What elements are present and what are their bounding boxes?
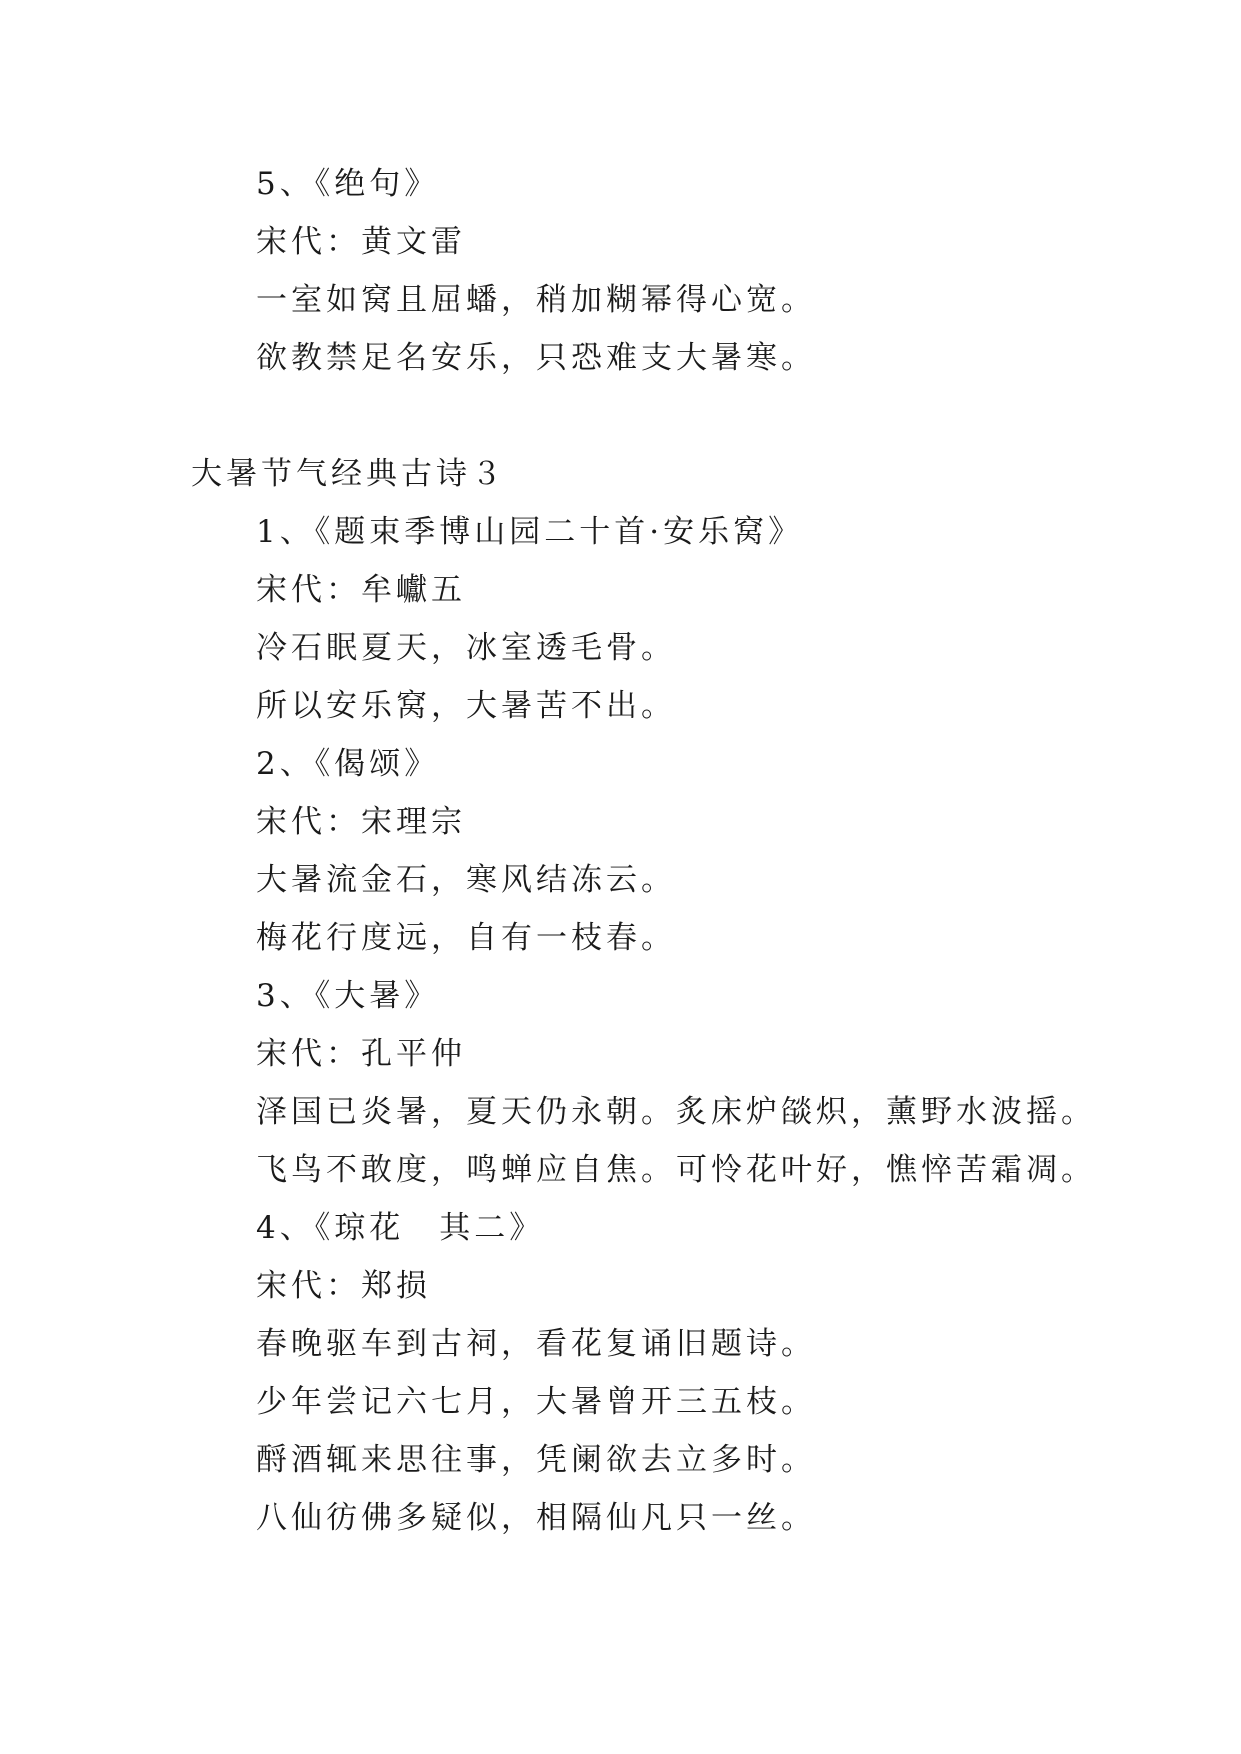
poem-author: 宋代：孔平仲 [256,1036,466,1072]
poem-author: 宋代：黄文雷 [256,224,466,260]
poem-title: 2、《偈颂》 [256,746,440,782]
poem-line: 冷石眠夏天，冰室透毛骨。 [256,630,676,666]
poem-line: 欲教禁足名安乐，只恐难支大暑寒。 [256,340,816,376]
poem-line: 泽国已炎暑，夏天仍永朝。炙床炉燄炽，薰野水波摇。 [256,1094,1096,1130]
poem-author: 宋代：郑损 [256,1268,431,1304]
poem-line: 梅花行度远，自有一枝春。 [256,920,676,956]
poem-title: 5、《绝句》 [256,166,440,202]
poem-title: 4、《琼花 其二》 [256,1210,545,1246]
poem-line: 春晚驱车到古祠，看花复诵旧题诗。 [256,1326,816,1362]
poem-author: 宋代：牟巘五 [256,572,466,608]
poem-line: 八仙彷佛多疑似，相隔仙凡只一丝。 [256,1500,816,1536]
poem-title: 1、《题束季博山园二十首·安乐窝》 [256,514,804,550]
poem-author: 宋代：宋理宗 [256,804,466,840]
poem-line: 飞鸟不敢度，鸣蝉应自焦。可怜花叶好，憔悴苦霜凋。 [256,1152,1096,1188]
poem-title: 3、《大暑》 [256,978,440,1014]
poem-line: 一室如窝且屈蟠，稍加糊幂得心宽。 [256,282,816,318]
section-heading: 大暑节气经典古诗３ [191,456,506,492]
poem-line: 所以安乐窝，大暑苦不出。 [256,688,676,724]
poem-line: 大暑流金石，寒风结冻云。 [256,862,676,898]
poem-line: 酹酒辄来思往事，凭阑欲去立多时。 [256,1442,816,1478]
poem-line: 少年尝记六七月，大暑曾开三五枝。 [256,1384,816,1420]
